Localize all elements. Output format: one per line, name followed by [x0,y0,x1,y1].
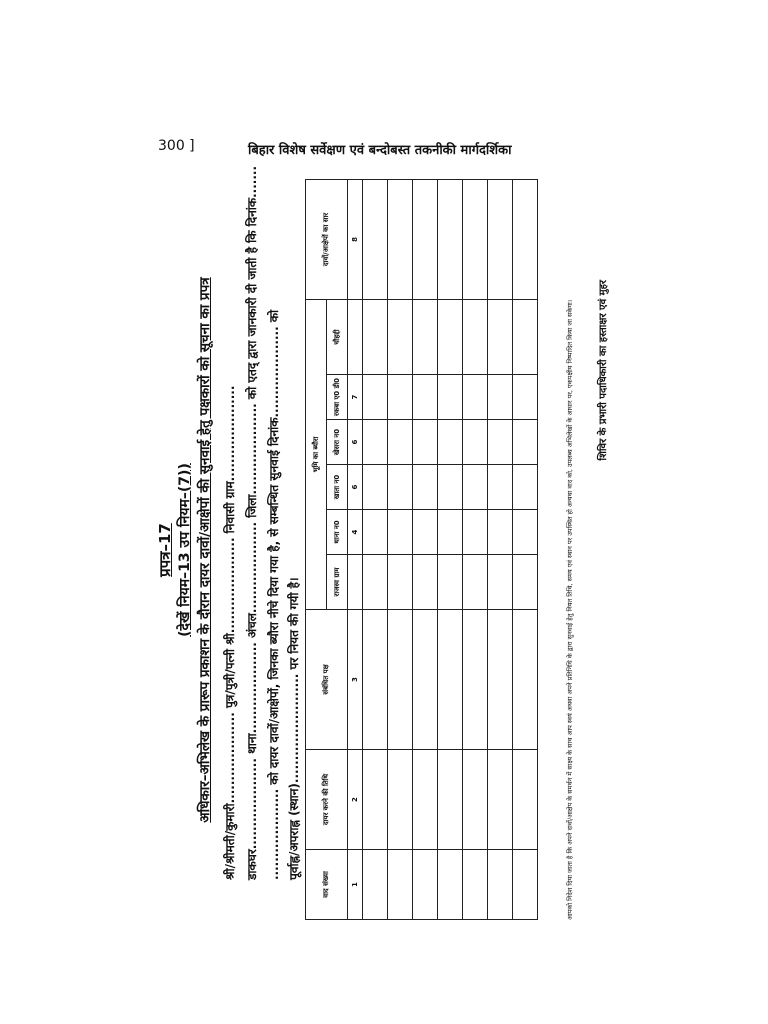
subheader-khesra-number: खेसरा न0 [327,420,348,465]
header-parties: संबंधित पक्ष [306,610,348,750]
footnote: आपको निदेश दिया जाता है कि अपने दावों/आक्षेप के समर्थन में साक्ष्य के साथ आप स्वयं अथवा अपने प्रतिनिधि के द्वारा सुनवाई हेतु नियत तिथि, समय एवं स्थान पर उपस्थित हो अन्यथा वाद को, उपलब्ध अभिलेखों के आधार पर, एकपक्षीय निष्पादित किया जा सकेगा। [566,299,574,920]
column-number: 3 [348,610,363,750]
subheader-area: रकबा ए0 डी0 [327,375,348,420]
signature-block: शिविर के प्रभारी पदाधिकारी का हस्ताक्षर एवं मुहर [598,280,609,461]
table-row [388,179,413,919]
column-number: 1 [348,850,363,920]
form-rule-reference: (देखें नियम–13 उप नियम–(7)) [177,463,193,637]
table-row [413,179,438,919]
column-number [348,299,363,374]
column-number: 4 [348,510,363,555]
header-filing-date: दायर करने की तिथि [306,750,348,850]
table-row [488,179,513,919]
form-subtitle: अधिकार–अभिलेख के प्रारूप प्रकाशन के दौरान दायर दावों/आक्षेपों की सुनवाई हेतु पक्षकारों को सूचना का प्रपत्र [197,277,213,823]
column-number: 6 [348,420,363,465]
column-number [348,555,363,610]
column-number: 7 [348,375,363,420]
form-fill-line: श्री/श्रीमती/कुमारी.................... पुत्र/पुत्री/पत्नी श्री..................... निवासी ग्राम..................... [223,385,237,880]
table-row [463,179,488,919]
table-row [513,179,538,919]
subheader-revenue-village: राजस्व ग्राम [327,555,348,610]
subheader-khata-number: खाता न0 [327,465,348,510]
claims-table [305,179,538,920]
header-claim-summary: दावों/आक्षेपों का सार [306,179,348,299]
page-number: 300 ] [158,138,195,154]
form-fill-line: डाकघर.................... थाना.................... अंचल.................... जिला.................... को एतद् द्वारा जानकारी दी जाती है कि दिनांक....... [245,165,259,880]
subheader-boundary: चौहद्दी [327,299,348,374]
table-row [438,179,463,919]
header-land-details: भूमि का ब्यौरा [306,299,327,609]
column-number: 2 [348,750,363,850]
header-case-number: वाद संख्या [306,850,348,920]
column-number: 6 [348,465,363,510]
rotated-form [155,165,625,920]
form-title: प्रपत्र–17 [156,523,174,577]
column-number: 8 [348,179,363,299]
form-fill-line: पूर्वाह्न/अपराह्न (स्थान)........................ पर नियत की गयी है। [287,577,301,880]
form-fill-line: .................... को दायर दावों/आक्षेपों, जिनका ब्यौरा नीचे दिया गया है, से सम्बन्धित सुनवाई दिनांक.................... को [267,309,281,880]
table-row [363,179,388,919]
subheader-thana-number: थाना न0 [327,510,348,555]
running-header: बिहार विशेष सर्वेक्षण एवं बन्दोबस्त तकनीकी मार्गदर्शिका [248,143,512,158]
